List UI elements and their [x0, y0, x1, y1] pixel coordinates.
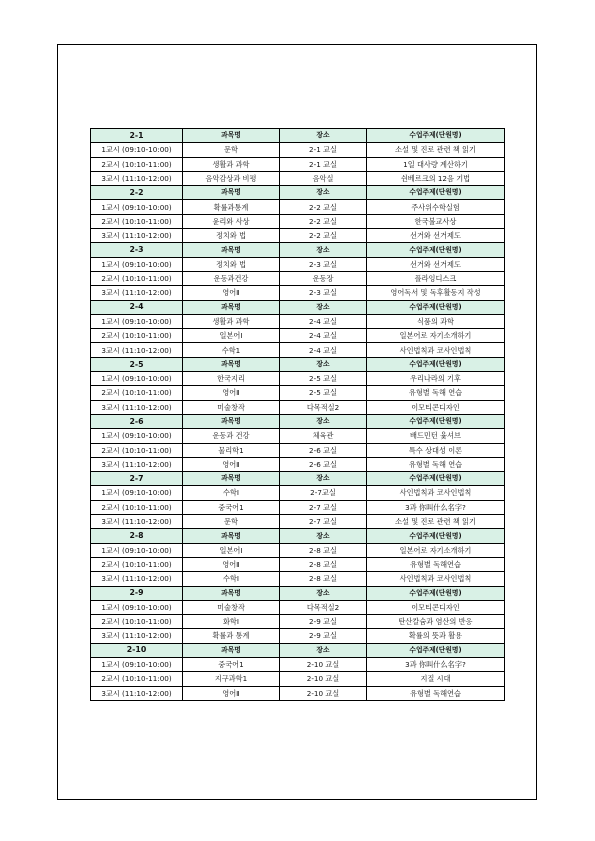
place-header: 장소: [280, 529, 367, 543]
subject-header: 과목명: [183, 129, 280, 143]
period-cell: 2교시 (10:10-11:00): [91, 386, 183, 400]
topic-cell: 유형별 독해연습: [367, 557, 505, 571]
subject-cell: 미술창작: [183, 400, 280, 414]
topic-cell: 확률의 뜻과 활용: [367, 629, 505, 643]
place-cell: 다목적실2: [280, 400, 367, 414]
class-name: 2-2: [91, 186, 183, 200]
topic-header: 수업주제(단원명): [367, 472, 505, 486]
period-cell: 2교시 (10:10-11:00): [91, 157, 183, 171]
topic-header: 수업주제(단원명): [367, 300, 505, 314]
topic-cell: 소설 및 진로 관련 책 읽기: [367, 143, 505, 157]
table-row: [91, 229, 505, 243]
period-cell: 1교시 (09:10-10:00): [91, 372, 183, 386]
place-cell: 2-8 교실: [280, 557, 367, 571]
table-row: [91, 400, 505, 414]
subject-cell: 화학Ⅰ: [183, 615, 280, 629]
class-name: 2-1: [91, 129, 183, 143]
table-row: [91, 329, 505, 343]
place-cell: 2-1 교실: [280, 143, 367, 157]
period-cell: 2교시 (10:10-11:00): [91, 672, 183, 686]
period-cell: 1교시 (09:10-10:00): [91, 143, 183, 157]
subject-cell: 확률과 통계: [183, 629, 280, 643]
period-cell: 1교시 (09:10-10:00): [91, 257, 183, 271]
place-cell: 음악실: [280, 171, 367, 185]
subject-cell: 영어Ⅱ: [183, 686, 280, 700]
place-cell: 2-9 교실: [280, 629, 367, 643]
topic-cell: 일본어로 자기소개하기: [367, 329, 505, 343]
class-header-row: [91, 414, 505, 428]
table-row: [91, 457, 505, 471]
table-row: [91, 314, 505, 328]
subject-header: 과목명: [183, 643, 280, 657]
class-name: 2-3: [91, 243, 183, 257]
topic-cell: 특수 상대성 이론: [367, 443, 505, 457]
schedule-table: [90, 128, 505, 701]
topic-cell: 배드민턴 윷셔브: [367, 429, 505, 443]
period-cell: 3교시 (11:10-12:00): [91, 343, 183, 357]
topic-cell: 유형별 독해 연습: [367, 386, 505, 400]
subject-cell: 정치와 법: [183, 257, 280, 271]
period-cell: 3교시 (11:10-12:00): [91, 457, 183, 471]
topic-cell: 탄산칼슘과 염산의 반응: [367, 615, 505, 629]
topic-cell: 유형별 독해연습: [367, 686, 505, 700]
table-row: [91, 386, 505, 400]
table-row: [91, 429, 505, 443]
topic-cell: 영어독서 및 독후활동지 작성: [367, 286, 505, 300]
place-cell: 2-6 교실: [280, 443, 367, 457]
table-row: [91, 257, 505, 271]
topic-cell: 3과 你叫什么名字?: [367, 657, 505, 671]
topic-cell: 쉰베르크의 12음 기법: [367, 171, 505, 185]
topic-header: 수업주제(단원명): [367, 129, 505, 143]
period-cell: 1교시 (09:10-10:00): [91, 429, 183, 443]
period-cell: 1교시 (09:10-10:00): [91, 657, 183, 671]
schedule-body: [91, 129, 505, 701]
class-header-row: [91, 300, 505, 314]
table-row: [91, 343, 505, 357]
place-cell: 2-7 교실: [280, 515, 367, 529]
place-cell: 2-7교실: [280, 486, 367, 500]
class-header-row: [91, 529, 505, 543]
place-header: 장소: [280, 414, 367, 428]
topic-cell: 플라잉디스크: [367, 271, 505, 285]
topic-cell: 이모티콘디자인: [367, 600, 505, 614]
topic-header: 수업주제(단원명): [367, 186, 505, 200]
place-cell: 2-2 교실: [280, 214, 367, 228]
topic-cell: 사인법칙과 코사인법칙: [367, 572, 505, 586]
subject-cell: 생활과 과학: [183, 157, 280, 171]
place-cell: 2-4 교실: [280, 314, 367, 328]
subject-header: 과목명: [183, 186, 280, 200]
table-row: [91, 200, 505, 214]
subject-cell: 일본어Ⅰ: [183, 543, 280, 557]
topic-cell: 유형별 독해 연습: [367, 457, 505, 471]
topic-cell: 식품의 과학: [367, 314, 505, 328]
topic-cell: 소설 및 진로 관련 책 읽기: [367, 515, 505, 529]
subject-cell: 영어Ⅱ: [183, 557, 280, 571]
period-cell: 2교시 (10:10-11:00): [91, 500, 183, 514]
table-row: [91, 214, 505, 228]
place-cell: 2-5 교실: [280, 372, 367, 386]
table-row: [91, 629, 505, 643]
place-cell: 2-8 교실: [280, 572, 367, 586]
table-row: [91, 557, 505, 571]
table-row: [91, 543, 505, 557]
class-name: 2-4: [91, 300, 183, 314]
subject-cell: 중국어1: [183, 500, 280, 514]
period-cell: 3교시 (11:10-12:00): [91, 572, 183, 586]
subject-header: 과목명: [183, 243, 280, 257]
place-cell: 체육관: [280, 429, 367, 443]
class-name: 2-10: [91, 643, 183, 657]
class-name: 2-6: [91, 414, 183, 428]
class-header-row: [91, 586, 505, 600]
table-row: [91, 615, 505, 629]
table-row: [91, 672, 505, 686]
topic-header: 수업주제(단원명): [367, 243, 505, 257]
class-header-row: [91, 243, 505, 257]
topic-cell: 일본어로 자기소개하기: [367, 543, 505, 557]
topic-cell: 주사위수학실험: [367, 200, 505, 214]
subject-header: 과목명: [183, 414, 280, 428]
period-cell: 3교시 (11:10-12:00): [91, 686, 183, 700]
subject-cell: 운동과건강: [183, 271, 280, 285]
place-cell: 2-10 교실: [280, 686, 367, 700]
period-cell: 3교시 (11:10-12:00): [91, 400, 183, 414]
table-row: [91, 486, 505, 500]
subject-cell: 지구과학1: [183, 672, 280, 686]
table-row: [91, 600, 505, 614]
table-row: [91, 286, 505, 300]
topic-header: 수업주제(단원명): [367, 357, 505, 371]
subject-cell: 수학Ⅰ: [183, 486, 280, 500]
subject-cell: 물리학1: [183, 443, 280, 457]
subject-cell: 영어Ⅱ: [183, 286, 280, 300]
place-cell: 2-3 교실: [280, 286, 367, 300]
topic-cell: 3과 你叫什么名字?: [367, 500, 505, 514]
subject-cell: 문학: [183, 143, 280, 157]
period-cell: 3교시 (11:10-12:00): [91, 515, 183, 529]
place-header: 장소: [280, 129, 367, 143]
class-header-row: [91, 129, 505, 143]
table-row: [91, 372, 505, 386]
place-cell: 다목적실2: [280, 600, 367, 614]
place-header: 장소: [280, 472, 367, 486]
period-cell: 3교시 (11:10-12:00): [91, 286, 183, 300]
period-cell: 1교시 (09:10-10:00): [91, 600, 183, 614]
place-cell: 운동장: [280, 271, 367, 285]
subject-header: 과목명: [183, 300, 280, 314]
topic-cell: 우리나라의 기후: [367, 372, 505, 386]
subject-cell: 확률과통계: [183, 200, 280, 214]
table-row: [91, 657, 505, 671]
period-cell: 2교시 (10:10-11:00): [91, 271, 183, 285]
place-header: 장소: [280, 643, 367, 657]
subject-cell: 정치와 법: [183, 229, 280, 243]
table-row: [91, 515, 505, 529]
period-cell: 2교시 (10:10-11:00): [91, 214, 183, 228]
table-row: [91, 157, 505, 171]
place-cell: 2-2 교실: [280, 200, 367, 214]
period-cell: 2교시 (10:10-11:00): [91, 443, 183, 457]
place-header: 장소: [280, 586, 367, 600]
period-cell: 2교시 (10:10-11:00): [91, 329, 183, 343]
topic-cell: 사인법칙과 코사인법칙: [367, 343, 505, 357]
period-cell: 3교시 (11:10-12:00): [91, 629, 183, 643]
table-row: [91, 572, 505, 586]
subject-header: 과목명: [183, 357, 280, 371]
place-cell: 2-7 교실: [280, 500, 367, 514]
table-row: [91, 143, 505, 157]
topic-header: 수업주제(단원명): [367, 529, 505, 543]
place-header: 장소: [280, 243, 367, 257]
subject-header: 과목명: [183, 529, 280, 543]
class-header-row: [91, 186, 505, 200]
class-header-row: [91, 357, 505, 371]
place-cell: 2-4 교실: [280, 343, 367, 357]
subject-cell: 운동과 건강: [183, 429, 280, 443]
subject-cell: 영어Ⅱ: [183, 386, 280, 400]
subject-cell: 미술창작: [183, 600, 280, 614]
place-cell: 2-6 교실: [280, 457, 367, 471]
subject-cell: 음악감상과 비평: [183, 171, 280, 185]
topic-cell: 선거와 선거제도: [367, 257, 505, 271]
class-header-row: [91, 472, 505, 486]
topic-header: 수업주제(단원명): [367, 643, 505, 657]
period-cell: 1교시 (09:10-10:00): [91, 200, 183, 214]
subject-cell: 영어Ⅱ: [183, 457, 280, 471]
table-row: [91, 271, 505, 285]
place-cell: 2-5 교실: [280, 386, 367, 400]
place-cell: 2-4 교실: [280, 329, 367, 343]
place-cell: 2-3 교실: [280, 257, 367, 271]
place-cell: 2-1 교실: [280, 157, 367, 171]
place-header: 장소: [280, 357, 367, 371]
topic-header: 수업주제(단원명): [367, 414, 505, 428]
period-cell: 2교시 (10:10-11:00): [91, 615, 183, 629]
period-cell: 3교시 (11:10-12:00): [91, 229, 183, 243]
table-row: [91, 171, 505, 185]
topic-cell: 지질 시대: [367, 672, 505, 686]
place-header: 장소: [280, 300, 367, 314]
table-row: [91, 500, 505, 514]
topic-header: 수업주제(단원명): [367, 586, 505, 600]
subject-cell: 수학1: [183, 343, 280, 357]
period-cell: 3교시 (11:10-12:00): [91, 171, 183, 185]
subject-header: 과목명: [183, 472, 280, 486]
subject-cell: 생활과 과학: [183, 314, 280, 328]
topic-cell: 한국불교사상: [367, 214, 505, 228]
place-cell: 2-8 교실: [280, 543, 367, 557]
subject-header: 과목명: [183, 586, 280, 600]
period-cell: 1교시 (09:10-10:00): [91, 486, 183, 500]
class-name: 2-8: [91, 529, 183, 543]
subject-cell: 윤리와 사상: [183, 214, 280, 228]
subject-cell: 중국어1: [183, 657, 280, 671]
subject-cell: 수학Ⅰ: [183, 572, 280, 586]
topic-cell: 1일 대사량 계산하기: [367, 157, 505, 171]
subject-cell: 한국지리: [183, 372, 280, 386]
place-cell: 2-10 교실: [280, 657, 367, 671]
subject-cell: 일본어Ⅰ: [183, 329, 280, 343]
class-header-row: [91, 643, 505, 657]
subject-cell: 문학: [183, 515, 280, 529]
table-row: [91, 686, 505, 700]
period-cell: 2교시 (10:10-11:00): [91, 557, 183, 571]
table-row: [91, 443, 505, 457]
place-header: 장소: [280, 186, 367, 200]
topic-cell: 선거와 선거제도: [367, 229, 505, 243]
topic-cell: 이모티콘디자인: [367, 400, 505, 414]
place-cell: 2-9 교실: [280, 615, 367, 629]
period-cell: 1교시 (09:10-10:00): [91, 314, 183, 328]
class-name: 2-9: [91, 586, 183, 600]
topic-cell: 사인법칙과 코사인법칙: [367, 486, 505, 500]
class-name: 2-7: [91, 472, 183, 486]
class-name: 2-5: [91, 357, 183, 371]
place-cell: 2-10 교실: [280, 672, 367, 686]
period-cell: 1교시 (09:10-10:00): [91, 543, 183, 557]
place-cell: 2-2 교실: [280, 229, 367, 243]
